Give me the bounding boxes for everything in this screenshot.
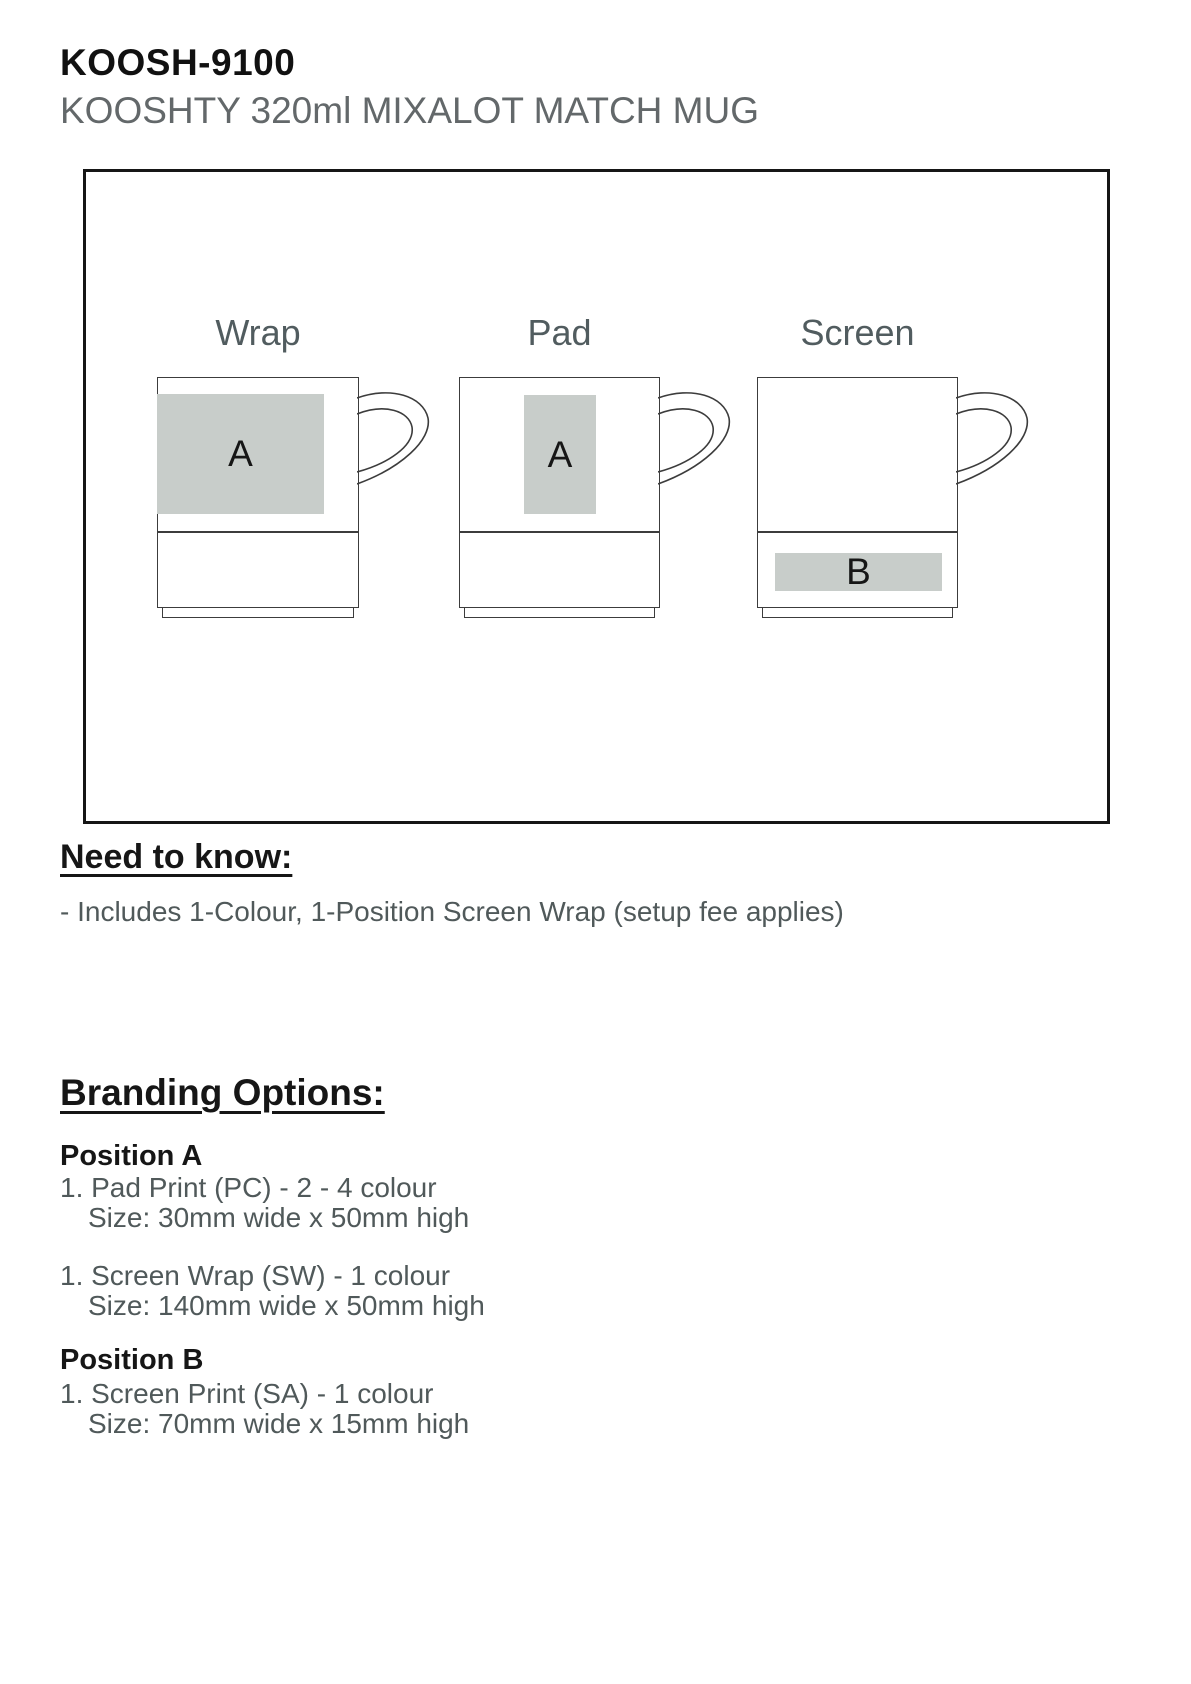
- branding-options-heading: Branding Options:: [60, 1072, 385, 1113]
- mug-label-pad: Pad: [527, 312, 592, 353]
- brand-zone-letter: A: [228, 433, 253, 474]
- mug-label-wrap: Wrap: [215, 312, 301, 353]
- position-b-title: Position B: [60, 1344, 204, 1376]
- position-b-option-1-size: Size: 70mm wide x 15mm high: [88, 1408, 470, 1439]
- mug-pad-handle: [658, 392, 732, 488]
- mug-screen-divider: [757, 531, 958, 533]
- position-b-option-1-name: 1. Screen Print (SA) - 1 colour: [60, 1378, 434, 1409]
- branding-diagram-box: [83, 169, 1110, 824]
- brand-zone-b-screen: [775, 553, 942, 591]
- need-to-know-heading: Need to know:: [60, 838, 293, 876]
- position-a-title: Position A: [60, 1140, 203, 1172]
- brand-zone-a-pad: [524, 395, 596, 514]
- position-a-option-1-size: Size: 30mm wide x 50mm high: [88, 1202, 470, 1233]
- mug-screen-handle: [956, 392, 1030, 488]
- mug-label-screen: Screen: [800, 312, 915, 353]
- position-a-option-2-name: 1. Screen Wrap (SW) - 1 colour: [60, 1260, 451, 1291]
- mug-wrap-divider: [157, 531, 359, 533]
- mug-wrap-handle: [357, 392, 431, 488]
- mug-wrap-base: [162, 608, 354, 618]
- brand-zone-letter: B: [846, 551, 871, 592]
- mug-screen-base: [762, 608, 953, 618]
- brand-zone-a-wrap: [157, 394, 324, 514]
- mug-pad-base: [464, 608, 655, 618]
- mug-pad-divider: [459, 531, 660, 533]
- position-a-option-2-size: Size: 140mm wide x 50mm high: [88, 1290, 485, 1321]
- position-a-option-1-name: 1. Pad Print (PC) - 2 - 4 colour: [60, 1172, 437, 1203]
- product-name-title: KOOSHTY 320ml MIXALOT MATCH MUG: [60, 90, 760, 131]
- product-sku-title: KOOSH-9100: [60, 42, 296, 83]
- need-to-know-note: - Includes 1-Colour, 1-Position Screen Wrap (setup fee applies): [60, 896, 844, 927]
- brand-zone-letter: A: [547, 433, 573, 475]
